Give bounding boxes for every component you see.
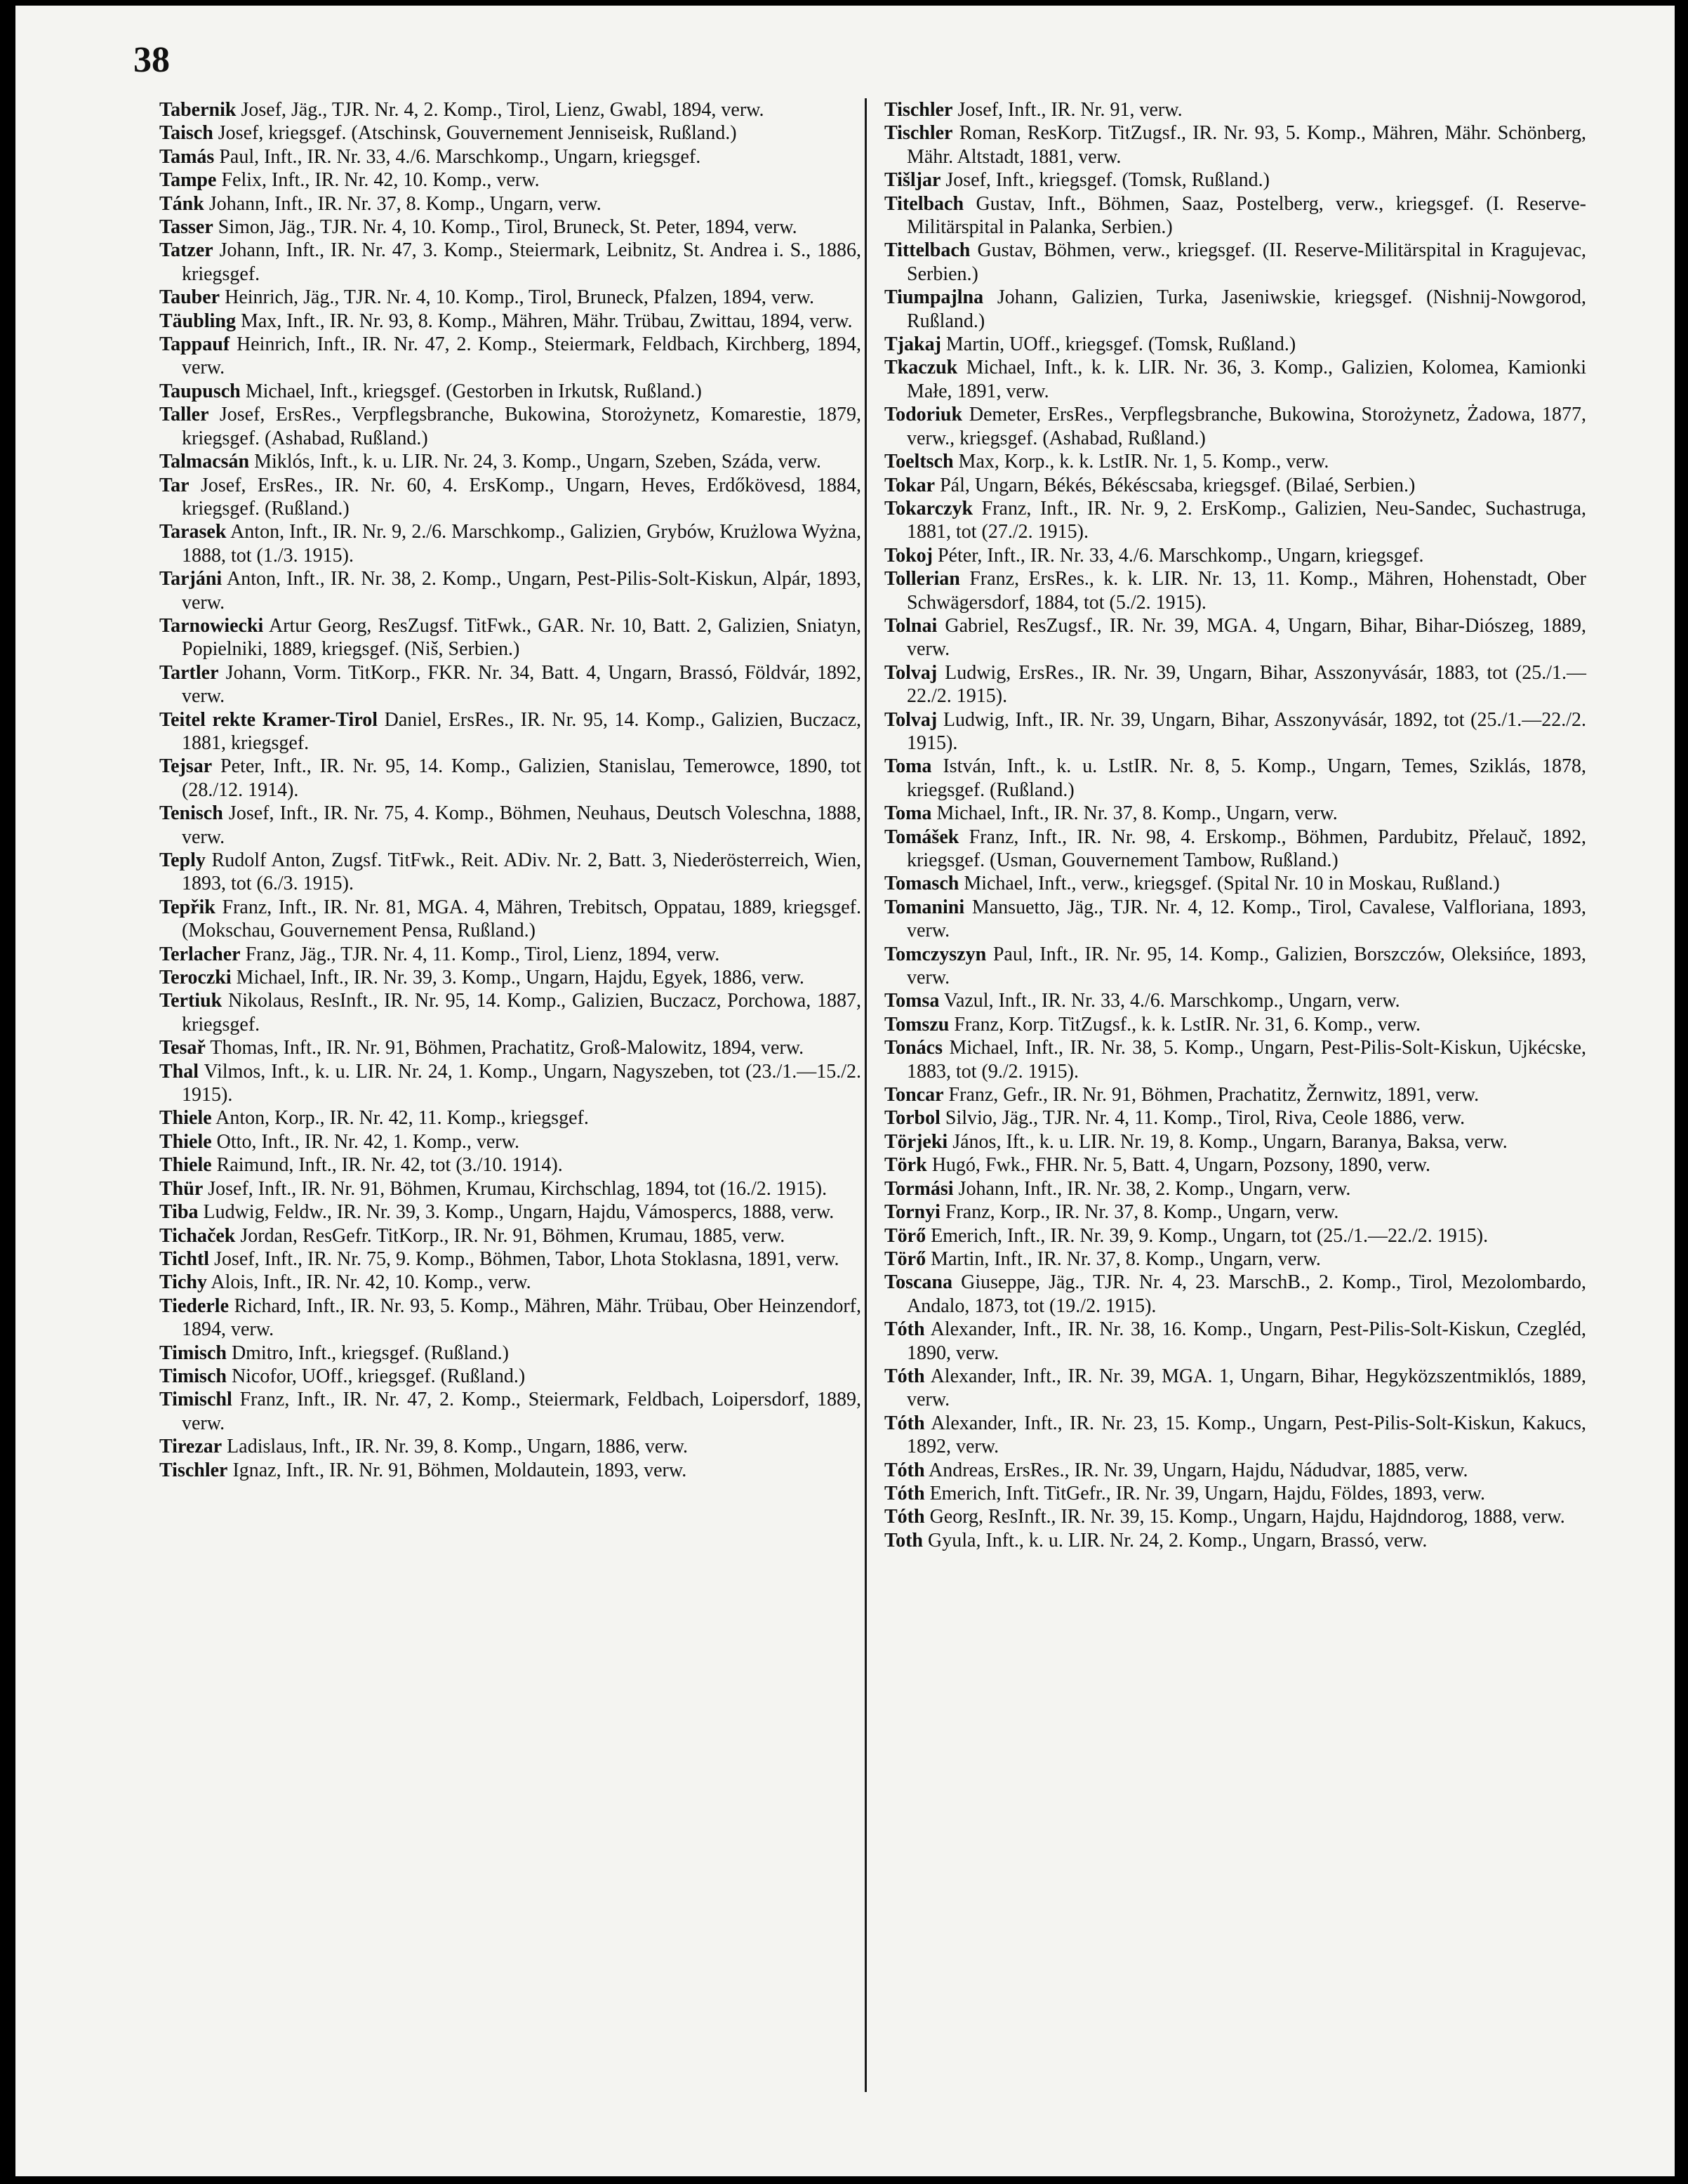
entry-surname: Tóth	[884, 1412, 925, 1434]
entry-surname: Tóth	[884, 1318, 925, 1341]
entry-details: Michael, Inft., kriegsgef. (Gestorben in Irkutsk, Rußland.)	[245, 380, 702, 402]
list-entry	[884, 192, 1586, 239]
entry-surname: Tišljar	[884, 169, 941, 192]
left-column	[159, 98, 861, 1482]
entry-details: Josef, ErsRes., Verpflegsbranche, Bukowina, Storożynetz, Komarestie, 1879, kriegsgef. (Ashabad, Rußland.)	[182, 404, 861, 449]
entry-surname: Tertiuk	[159, 990, 222, 1012]
entry-details: Anton, Inft., IR. Nr. 38, 2. Komp., Ungarn, Pest-Pilis-Solt-Kiskun, Alpár, 1893, verw.	[182, 568, 861, 614]
list-entry	[159, 239, 861, 286]
list-entry	[159, 802, 861, 849]
entry-surname: Thal	[159, 1060, 199, 1083]
entry-surname: Tokoj	[884, 544, 933, 567]
entry-surname: Toncar	[884, 1084, 944, 1106]
entry-details: Gustav, Inft., Böhmen, Saaz, Postelberg, verw., kriegsgef. (I. Reserve-Militärspital in Palanka, Serbien.)	[907, 192, 1586, 239]
list-entry	[159, 121, 861, 145]
entry-details: Gabriel, ResZugsf., IR. Nr. 39, MGA. 4, Ungarn, Bihar, Bihar-Diószeg, 1889, verw.	[907, 614, 1586, 661]
entry-surname: Titelbach	[884, 192, 964, 215]
entry-surname: Timisch	[159, 1365, 227, 1387]
entry-details: Franz, Inft., IR. Nr. 9, 2. ErsKomp., Galizien, Neu-Sandec, Suchastruga, 1881, tot (27./2. 1915).	[907, 497, 1586, 543]
entry-surname: Tóth	[884, 1482, 925, 1504]
list-entry	[159, 1200, 861, 1224]
entry-surname: Tóth	[884, 1459, 925, 1481]
list-entry	[159, 614, 861, 661]
entry-surname: Tabernik	[159, 99, 237, 121]
entry-details: Josef, Inft., IR. Nr. 75, 4. Komp., Böhmen, Neuhaus, Deutsch Voleschna, 1888, verw.	[182, 802, 861, 848]
entry-details: Raimund, Inft., IR. Nr. 42, tot (3./10. 1914).	[216, 1154, 563, 1177]
list-entry	[884, 661, 1586, 708]
entry-details: Josef, Inft., kriegsgef. (Tomsk, Rußland.)	[945, 169, 1270, 192]
column-divider	[865, 98, 867, 2092]
list-entry	[884, 755, 1586, 802]
list-entry	[884, 1083, 1586, 1106]
entry-surname: Tartler	[159, 661, 219, 684]
list-entry	[159, 1271, 861, 1294]
list-entry	[884, 802, 1586, 825]
entry-details: István, Inft., k. u. LstIR. Nr. 8, 5. Komp., Ungarn, Temes, Sziklás, 1878, kriegsgef. (Rußland.)	[907, 755, 1587, 801]
list-entry	[884, 333, 1586, 356]
entry-surname: Tomanini	[884, 896, 965, 918]
entry-details: Max, Korp., k. k. LstIR. Nr. 1, 5. Komp., verw.	[958, 451, 1329, 473]
entry-surname: Thiele	[159, 1107, 212, 1130]
entry-surname: Thiele	[159, 1130, 212, 1153]
list-entry	[159, 1295, 861, 1342]
entry-surname: Tomášek	[884, 826, 959, 848]
entry-surname: Tolvaj	[884, 661, 938, 684]
entry-surname: Toma	[884, 802, 932, 825]
list-entry	[884, 1036, 1586, 1083]
list-entry	[159, 310, 861, 333]
entry-surname: Timisch	[159, 1342, 227, 1364]
entry-details: Peter, Inft., IR. Nr. 95, 14. Komp., Galizien, Stanislau, Temerowce, 1890, tot (28./12. 1914).	[182, 755, 862, 801]
list-entry	[159, 1177, 861, 1200]
entry-surname: Tollerian	[884, 568, 960, 590]
entry-details: Georg, ResInft., IR. Nr. 39, 15. Komp., Ungarn, Hajdu, Hajdndorog, 1888, verw.	[929, 1506, 1565, 1528]
entry-details: Michael, Inft., IR. Nr. 38, 5. Komp., Ungarn, Pest-Pilis-Solt-Kiskun, Ujkécske, 1883, tot (9./2. 1915).	[907, 1037, 1586, 1083]
entry-surname: Törő	[884, 1247, 926, 1270]
entry-details: Daniel, ErsRes., IR. Nr. 95, 14. Komp., Galizien, Buczacz, 1881, kriegsgef.	[182, 708, 861, 754]
entry-details: Hugó, Fwk., FHR. Nr. 5, Batt. 4, Ungarn, Pozsony, 1890, verw.	[931, 1154, 1431, 1177]
entry-surname: Tar	[159, 474, 190, 496]
entry-details: Otto, Inft., IR. Nr. 42, 1. Komp., verw.	[216, 1130, 520, 1153]
entry-details: Paul, Inft., IR. Nr. 95, 14. Komp., Galizien, Borszczów, Oleksińce, 1893, verw.	[907, 943, 1586, 989]
list-entry	[159, 896, 861, 943]
list-entry	[884, 989, 1586, 1012]
list-entry	[159, 1060, 861, 1107]
entry-surname: Tiederle	[159, 1295, 230, 1317]
entry-details: Josef, Jäg., TJR. Nr. 4, 2. Komp., Tirol, Lienz, Gwabl, 1894, verw.	[241, 99, 764, 121]
entry-details: Franz, Korp. TitZugsf., k. k. LstIR. Nr. 31, 6. Komp., verw.	[954, 1013, 1421, 1035]
entry-details: Alexander, Inft., IR. Nr. 23, 15. Komp., Ungarn, Pest-Pilis-Solt-Kiskun, Kakucs, 1892, verw.	[907, 1412, 1586, 1458]
entry-surname: Tolvaj	[884, 708, 938, 731]
entry-details: Gyula, Inft., k. u. LIR. Nr. 24, 2. Komp., Ungarn, Brassó, verw.	[928, 1529, 1428, 1551]
entry-surname: Tenisch	[159, 802, 223, 825]
entry-details: Thomas, Inft., IR. Nr. 91, Böhmen, Prachatitz, Groß-Malowitz, 1894, verw.	[210, 1037, 804, 1059]
entry-surname: Tichtl	[159, 1247, 210, 1270]
entry-details: Franz, Korp., IR. Nr. 37, 8. Komp., Ungarn, verw.	[945, 1201, 1339, 1224]
entry-details: Johann, Inft., IR. Nr. 47, 3. Komp., Steiermark, Leibnitz, St. Andrea i. S., 1886, kriegsgef.	[182, 239, 862, 285]
entry-surname: Timischl	[159, 1389, 232, 1411]
entry-surname: Tirezar	[159, 1436, 222, 1458]
list-entry	[884, 1271, 1586, 1318]
list-entry	[884, 614, 1586, 661]
entry-surname: Tonács	[884, 1037, 943, 1059]
entry-surname: Tichaček	[159, 1224, 236, 1247]
entry-surname: Talmacsán	[159, 451, 250, 473]
entry-details: Simon, Jäg., TJR. Nr. 4, 10. Komp., Tirol, Bruneck, St. Peter, 1894, verw.	[218, 216, 797, 239]
entry-surname: Todoriuk	[884, 404, 963, 426]
entry-details: Vilmos, Inft., k. u. LIR. Nr. 24, 1. Komp., Ungarn, Nagyszeben, tot (23./1.—15./2. 1915).	[182, 1060, 862, 1106]
entry-surname: Törjeki	[884, 1130, 948, 1153]
entry-surname: Tischler	[159, 1459, 228, 1481]
entry-details: Franz, Jäg., TJR. Nr. 4, 11. Komp., Tirol, Lienz, 1894, verw.	[245, 943, 720, 965]
list-entry	[884, 544, 1586, 567]
list-entry	[159, 520, 861, 567]
entry-details: Anton, Inft., IR. Nr. 9, 2./6. Marschkomp., Galizien, Grybów, Krużlowa Wyżna, 1888, tot (1./3. 1915).	[182, 521, 861, 567]
list-entry	[159, 380, 861, 403]
entry-details: Michael, Inft., IR. Nr. 39, 3. Komp., Ungarn, Hajdu, Egyek, 1886, verw.	[236, 967, 804, 989]
list-entry	[159, 567, 861, 614]
list-entry	[159, 168, 861, 192]
entry-details: Martin, Inft., IR. Nr. 37, 8. Komp., Ungarn, verw.	[931, 1247, 1321, 1270]
list-entry	[884, 1318, 1586, 1365]
list-entry	[159, 943, 861, 966]
entry-surname: Taupusch	[159, 380, 241, 402]
entry-surname: Tappauf	[159, 333, 230, 356]
entry-surname: Tauber	[159, 286, 220, 309]
entry-surname: Tepřik	[159, 896, 215, 918]
entry-surname: Tomszu	[884, 1013, 950, 1035]
entry-details: Heinrich, Jäg., TJR. Nr. 4, 10. Komp., Tirol, Bruneck, Pfalzen, 1894, verw.	[225, 286, 815, 309]
list-entry	[884, 872, 1586, 895]
list-entry	[884, 1247, 1586, 1271]
entry-surname: Teroczki	[159, 967, 232, 989]
list-entry	[884, 1106, 1586, 1130]
entry-details: Gustav, Böhmen, verw., kriegsgef. (II. Reserve-Militärspital in Kragujevac, Serbien.)	[907, 239, 1586, 285]
list-entry	[884, 1130, 1586, 1153]
entry-surname: Tittelbach	[884, 239, 971, 262]
entry-details: Felix, Inft., IR. Nr. 42, 10. Komp., verw.	[221, 169, 540, 192]
entry-details: Heinrich, Inft., IR. Nr. 47, 2. Komp., Steiermark, Feldbach, Kirchberg, 1894, verw.	[182, 333, 861, 379]
list-entry	[884, 356, 1586, 403]
list-entry	[884, 1153, 1586, 1177]
entry-surname: Toth	[884, 1529, 924, 1551]
entry-surname: Thür	[159, 1177, 204, 1200]
list-entry	[159, 1342, 861, 1365]
document-page	[15, 6, 1675, 2176]
entry-details: Emerich, Inft. TitGefr., IR. Nr. 39, Ungarn, Hajdu, Földes, 1893, verw.	[929, 1482, 1486, 1504]
list-entry	[884, 1505, 1586, 1528]
entry-surname: Tormási	[884, 1177, 954, 1200]
list-entry	[159, 661, 861, 708]
entry-surname: Törk	[884, 1154, 927, 1177]
list-entry	[159, 966, 861, 989]
entry-details: Alois, Inft., IR. Nr. 42, 10. Komp., verw.	[211, 1271, 531, 1294]
entry-details: Ladislaus, Inft., IR. Nr. 39, 8. Komp., Ungarn, 1886, verw.	[227, 1436, 689, 1458]
entry-surname: Tkaczuk	[884, 357, 958, 379]
list-entry	[884, 826, 1586, 873]
list-entry	[884, 1412, 1586, 1459]
entry-details: Artur Georg, ResZugsf. TitFwk., GAR. Nr. 10, Batt. 2, Galizien, Sniatyn, Popielniki, 1889, kriegsgef. (Niš, Serbien.)	[182, 614, 861, 661]
entry-details: Emerich, Inft., IR. Nr. 39, 9. Komp., Ungarn, tot (25./1.—22./2. 1915).	[931, 1224, 1489, 1247]
entry-surname: Teitel rekte Kramer-Tirol	[159, 708, 378, 731]
entry-details: Johann, Vorm. TitKorp., FKR. Nr. 34, Batt. 4, Ungarn, Brassó, Földvár, 1892, verw.	[182, 661, 862, 708]
entry-surname: Törő	[884, 1224, 926, 1247]
list-entry	[884, 1482, 1586, 1505]
entry-details: Ignaz, Inft., IR. Nr. 91, Böhmen, Moldautein, 1893, verw.	[232, 1459, 687, 1481]
entry-surname: Tarasek	[159, 521, 227, 543]
list-entry	[159, 1435, 861, 1458]
entry-details: Michael, Inft., k. k. LIR. Nr. 36, 3. Komp., Galizien, Kolomea, Kamionki Małe, 1891, verw.	[907, 357, 1587, 402]
right-column	[884, 98, 1586, 1552]
entry-details: Martin, UOff., kriegsgef. (Tomsk, Rußland.)	[945, 333, 1296, 356]
list-entry	[884, 1529, 1586, 1552]
entry-details: Max, Inft., IR. Nr. 93, 8. Komp., Mähren, Mähr. Trübau, Zwittau, 1894, verw.	[240, 310, 853, 332]
entry-surname: Tomczyszyn	[884, 943, 987, 965]
entry-details: Anton, Korp., IR. Nr. 42, 11. Komp., kriegsgef.	[215, 1107, 589, 1130]
list-entry	[159, 708, 861, 755]
entry-surname: Tasser	[159, 216, 213, 239]
entry-surname: Teply	[159, 849, 206, 871]
entry-details: Josef, Inft., IR. Nr. 91, verw.	[957, 99, 1183, 121]
entry-details: Alexander, Inft., IR. Nr. 38, 16. Komp., Ungarn, Pest-Pilis-Solt-Kiskun, Czegléd, 1890, verw.	[907, 1318, 1586, 1364]
entry-details: Nikolaus, ResInft., IR. Nr. 95, 14. Komp., Galizien, Buczacz, Porchowa, 1887, kriegsgef.	[182, 990, 862, 1035]
entry-details: Andreas, ErsRes., IR. Nr. 39, Ungarn, Hajdu, Nádudvar, 1885, verw.	[929, 1459, 1468, 1481]
list-entry	[884, 1459, 1586, 1482]
list-entry	[159, 286, 861, 309]
entry-surname: Tjakaj	[884, 333, 941, 356]
entry-surname: Toma	[884, 755, 932, 778]
entry-details: Paul, Inft., IR. Nr. 33, 4./6. Marschkomp., Ungarn, kriegsgef.	[219, 145, 701, 168]
list-entry	[884, 403, 1586, 450]
entry-details: Pál, Ungarn, Békés, Békéscsaba, kriegsgef. (Bilaé, Serbien.)	[940, 474, 1416, 496]
list-entry	[884, 168, 1586, 192]
list-entry	[884, 896, 1586, 943]
entry-details: Franz, Inft., IR. Nr. 81, MGA. 4, Mähren, Trebitsch, Oppatau, 1889, kriegsgef. (Mokschau, Gouvernement Pensa, Rußland.)	[182, 896, 861, 942]
list-entry	[159, 849, 861, 896]
list-entry	[159, 98, 861, 121]
list-entry	[884, 239, 1586, 286]
entry-surname: Tarjáni	[159, 568, 222, 590]
entry-surname: Tánk	[159, 192, 204, 215]
list-entry	[884, 474, 1586, 497]
entry-surname: Tarnowiecki	[159, 614, 264, 637]
entry-surname: Terlacher	[159, 943, 241, 965]
entry-details: Silvio, Jäg., TJR. Nr. 4, 11. Komp., Tirol, Riva, Ceole 1886, verw.	[945, 1107, 1466, 1130]
entry-details: Josef, ErsRes., IR. Nr. 60, 4. ErsKomp., Ungarn, Heves, Erdőkövesd, 1884, kriegsgef. (Rußland.)	[182, 474, 862, 519]
list-entry	[884, 1365, 1586, 1412]
entry-details: Ludwig, Feldw., IR. Nr. 39, 3. Komp., Ungarn, Hajdu, Vámospercs, 1888, verw.	[203, 1201, 835, 1224]
list-entry	[884, 450, 1586, 473]
list-entry	[159, 1130, 861, 1153]
list-entry	[884, 1013, 1586, 1036]
entry-details: Giuseppe, Jäg., TJR. Nr. 4, 23. MarschB., 2. Komp., Tirol, Mezolombardo, Andalo, 1873, tot (19./2. 1915).	[907, 1271, 1587, 1317]
entry-surname: Thiele	[159, 1154, 212, 1177]
entry-surname: Taisch	[159, 122, 213, 145]
entry-details: Franz, Gefr., IR. Nr. 91, Böhmen, Prachatitz, Žernwitz, 1891, verw.	[948, 1084, 1480, 1106]
entry-details: Michael, Inft., verw., kriegsgef. (Spital Nr. 10 in Moskau, Rußland.)	[964, 873, 1500, 895]
entry-details: Demeter, ErsRes., Verpflegsbranche, Bukowina, Storożynetz, Żadowa, 1877, verw., kriegsgef. (Ashabad, Rußland.)	[907, 404, 1587, 449]
entry-details: Ludwig, Inft., IR. Nr. 39, Ungarn, Bihar, Asszonyvásár, 1892, tot (25./1.—22./2. 1915).	[907, 708, 1587, 754]
entry-details: Mansuetto, Jäg., TJR. Nr. 4, 12. Komp., Tirol, Cavalese, Valfloriana, 1893, verw.	[907, 896, 1587, 942]
entry-details: Roman, ResKorp. TitZugsf., IR. Nr. 93, 5. Komp., Mähren, Mähr. Schönberg, Mähr. Altstadt, 1881, verw.	[907, 122, 1586, 168]
list-entry	[159, 1459, 861, 1482]
entry-surname: Toscana	[884, 1271, 953, 1294]
list-entry	[884, 943, 1586, 990]
list-entry	[884, 1224, 1586, 1247]
list-entry	[159, 403, 861, 450]
list-entry	[884, 1177, 1586, 1200]
entry-surname: Taller	[159, 404, 209, 426]
entry-details: János, Ift., k. u. LIR. Nr. 19, 8. Komp., Ungarn, Baranya, Baksa, verw.	[952, 1130, 1508, 1153]
entry-surname: Tischler	[884, 99, 953, 121]
list-entry	[884, 567, 1586, 614]
entry-details: Josef, kriegsgef. (Atschinsk, Gouvernement Jenniseisk, Rußland.)	[218, 122, 737, 145]
entry-surname: Tischler	[884, 122, 953, 145]
entry-surname: Tokarczyk	[884, 497, 973, 519]
entry-details: Johann, Inft., IR. Nr. 37, 8. Komp., Ungarn, verw.	[208, 192, 602, 215]
list-entry	[159, 216, 861, 239]
list-entry	[159, 1153, 861, 1177]
entry-details: Josef, Inft., IR. Nr. 75, 9. Komp., Böhmen, Tabor, Lhota Stoklasna, 1891, verw.	[214, 1247, 839, 1270]
list-entry	[159, 989, 861, 1036]
entry-details: Franz, ErsRes., k. k. LIR. Nr. 13, 11. Komp., Mähren, Hohenstadt, Ober Schwägersdorf, 1884, tot (5./2. 1915).	[907, 568, 1586, 614]
list-entry	[884, 121, 1586, 168]
entry-details: Miklós, Inft., k. u. LIR. Nr. 24, 3. Komp., Ungarn, Szeben, Száda, verw.	[254, 451, 821, 473]
entry-details: Alexander, Inft., IR. Nr. 39, MGA. 1, Ungarn, Bihar, Hegyközszentmiklós, 1889, verw.	[907, 1365, 1586, 1411]
entry-details: Johann, Galizien, Turka, Jaseniwskie, kriegsgef. (Nishnij-Nowgorod, Rußland.)	[907, 286, 1586, 332]
entry-details: Vazul, Inft., IR. Nr. 33, 4./6. Marschkomp., Ungarn, verw.	[943, 990, 1400, 1012]
list-entry	[159, 1036, 861, 1059]
entry-details: Franz, Inft., IR. Nr. 98, 4. Erskomp., Böhmen, Pardubitz, Přelauč, 1892, kriegsgef. (Usman, Gouvernement Tambow, Rußland.)	[907, 826, 1587, 871]
entry-details: Michael, Inft., IR. Nr. 37, 8. Komp., Ungarn, verw.	[936, 802, 1338, 825]
entry-details: Ludwig, ErsRes., IR. Nr. 39, Ungarn, Bihar, Asszonyvásár, 1883, tot (25./1.—22./2. 1915).	[907, 661, 1587, 708]
entry-surname: Toeltsch	[884, 451, 954, 473]
list-entry	[159, 1224, 861, 1247]
entry-details: Johann, Inft., IR. Nr. 38, 2. Komp., Ungarn, verw.	[958, 1177, 1351, 1200]
entry-surname: Tóth	[884, 1506, 925, 1528]
list-entry	[159, 192, 861, 216]
entry-surname: Tiba	[159, 1201, 199, 1224]
list-entry	[159, 1247, 861, 1271]
list-entry	[159, 755, 861, 802]
list-entry	[884, 1200, 1586, 1224]
list-entry	[159, 450, 861, 473]
list-entry	[159, 145, 861, 168]
entry-surname: Torbol	[884, 1107, 941, 1130]
entry-details: Rudolf Anton, Zugsf. TitFwk., Reit. ADiv. Nr. 2, Batt. 3, Niederösterreich, Wien, 1893, tot (6./3. 1915).	[182, 849, 862, 895]
entry-surname: Tolnai	[884, 614, 938, 637]
entry-details: Josef, Inft., IR. Nr. 91, Böhmen, Krumau, Kirchschlag, 1894, tot (16./2. 1915).	[208, 1177, 828, 1200]
entry-surname: Tornyi	[884, 1201, 941, 1224]
page-number: 38	[133, 40, 170, 80]
entry-surname: Tatzer	[159, 239, 213, 262]
list-entry	[159, 1365, 861, 1388]
list-entry	[884, 708, 1586, 755]
entry-details: Péter, Inft., IR. Nr. 33, 4./6. Marschkomp., Ungarn, kriegsgef.	[938, 544, 1424, 567]
entry-surname: Täubling	[159, 310, 236, 332]
list-entry	[884, 286, 1586, 333]
entry-surname: Tesař	[159, 1037, 206, 1059]
entry-surname: Tomsa	[884, 990, 940, 1012]
list-entry	[884, 98, 1586, 121]
entry-details: Dmitro, Inft., kriegsgef. (Rußland.)	[231, 1342, 509, 1364]
entry-details: Richard, Inft., IR. Nr. 93, 5. Komp., Mähren, Mähr. Trübau, Ober Heinzendorf, 1894, verw.	[182, 1295, 861, 1341]
entry-surname: Tichy	[159, 1271, 207, 1294]
entry-surname: Tamás	[159, 145, 215, 168]
entry-surname: Tóth	[884, 1365, 925, 1387]
entry-details: Franz, Inft., IR. Nr. 47, 2. Komp., Steiermark, Feldbach, Loipersdorf, 1889, verw.	[182, 1389, 861, 1434]
entry-details: Jordan, ResGefr. TitKorp., IR. Nr. 91, Böhmen, Krumau, 1885, verw.	[240, 1224, 785, 1247]
list-entry	[159, 333, 861, 380]
list-entry	[159, 474, 861, 521]
entry-surname: Tampe	[159, 169, 217, 192]
entry-surname: Tokar	[884, 474, 936, 496]
entry-details: Nicofor, UOff., kriegsgef. (Rußland.)	[231, 1365, 526, 1387]
entry-surname: Tiumpajlna	[884, 286, 984, 309]
list-entry	[884, 497, 1586, 544]
entry-surname: Tomasch	[884, 873, 959, 895]
entry-surname: Tejsar	[159, 755, 213, 778]
list-entry	[159, 1106, 861, 1130]
list-entry	[159, 1388, 861, 1435]
